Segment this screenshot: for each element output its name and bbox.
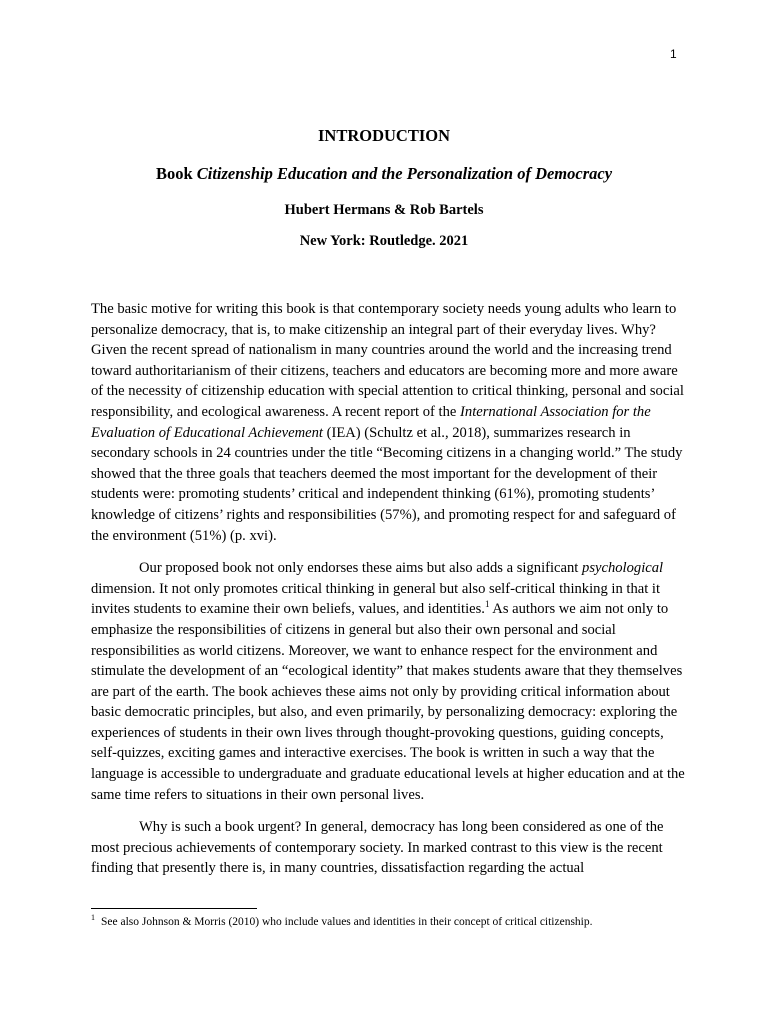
footnote-text: See also Johnson & Morris (2010) who include values and identities in their concept of critical citizenship. — [101, 916, 593, 928]
footnote-marker: 1 — [91, 913, 95, 923]
body-text — [91, 299, 688, 891]
paragraph-2 — [91, 558, 688, 805]
paragraph-2-text-c: As authors we aim not only to emphasize the responsibilities of citizens in general but also their own personal and social responsibilities as world citizens. Moreover, we want to enhance respect for the environment and stimulate the development of an “ecological identity” that makes students aware that they themselves are part of the earth. The book achieves these aims not only by providing critical information about basic democratic principles, but also, and even primarily, by personalizing democracy: exploring the experiences of students in their own lives through thought-provoking questions, guiding concepts, self-quizzes, exciting games and interactive exercises. The book is written in such a way that the language is accessible to undergraduate and graduate educational levels at higher education and at the same time refers to situations in their own personal lives. — [91, 601, 685, 803]
page-number: 1 — [670, 47, 677, 61]
paragraph-2-text-a: Our proposed book not only endorses these aims but also adds a significant — [139, 560, 583, 577]
publisher: New York: Routledge. 2021 — [299, 233, 469, 249]
footnote-divider — [91, 908, 257, 909]
book-title: Citizenship Education and the Personalization of Democracy — [196, 164, 613, 183]
paragraph-1-italic: International Association for the Evaluation of Educational Achievement — [91, 403, 651, 441]
paragraph-1-text-b: (IEA) (Schultz et al., 2018), summarizes research in secondary schools in 24 countries under the title “Becoming citizens in a changing world.” The study showed that the three goals that teachers deemed the most important for the development of their students were: promoting students’ critical and independent thinking (61%), promoting students’ knowledge of citizens’ rights and responsibilities (57%), and promoting respect for and safeguard of the environment (51%) (p. xvi). — [91, 424, 683, 544]
document-subtitle — [0, 164, 768, 184]
footnote — [91, 913, 688, 928]
footnote-reference[interactable]: 1 — [484, 599, 490, 610]
authors: Hubert Hermans & Rob Bartels — [284, 202, 484, 218]
document-title: INTRODUCTION — [317, 126, 451, 145]
subtitle-lead: Book — [155, 164, 197, 183]
paragraph-2-italic: psychological — [582, 560, 664, 577]
paragraph-3: Why is such a book urgent? In general, democracy has long been considered as one of the most precious achievements of contemporary society. In marked contrast to this view is the recent finding that presently there is, in many countries, dissatisfaction regarding the actual — [91, 819, 664, 877]
paragraph-1 — [91, 299, 688, 546]
paragraph-2-text-b: dimension. It not only promotes critical thinking in general but also self-critical thinking in that it invites students to examine their own beliefs, values, and identities. — [91, 580, 661, 618]
paragraph-1-text-a: The basic motive for writing this book is that contemporary society needs young adults who learn to personalize democracy, that is, to make citizenship an integral part of their everyday lives. Why? Given the recent spread of nationalism in many countries around the world and the increasing trend toward authoritarianism of their citizens, teachers and educators are becoming more and more aware of the necessity of citizenship education with special attention to critical thinking, personal and social responsibility, and ecological awareness. A recent report of the — [91, 301, 684, 420]
